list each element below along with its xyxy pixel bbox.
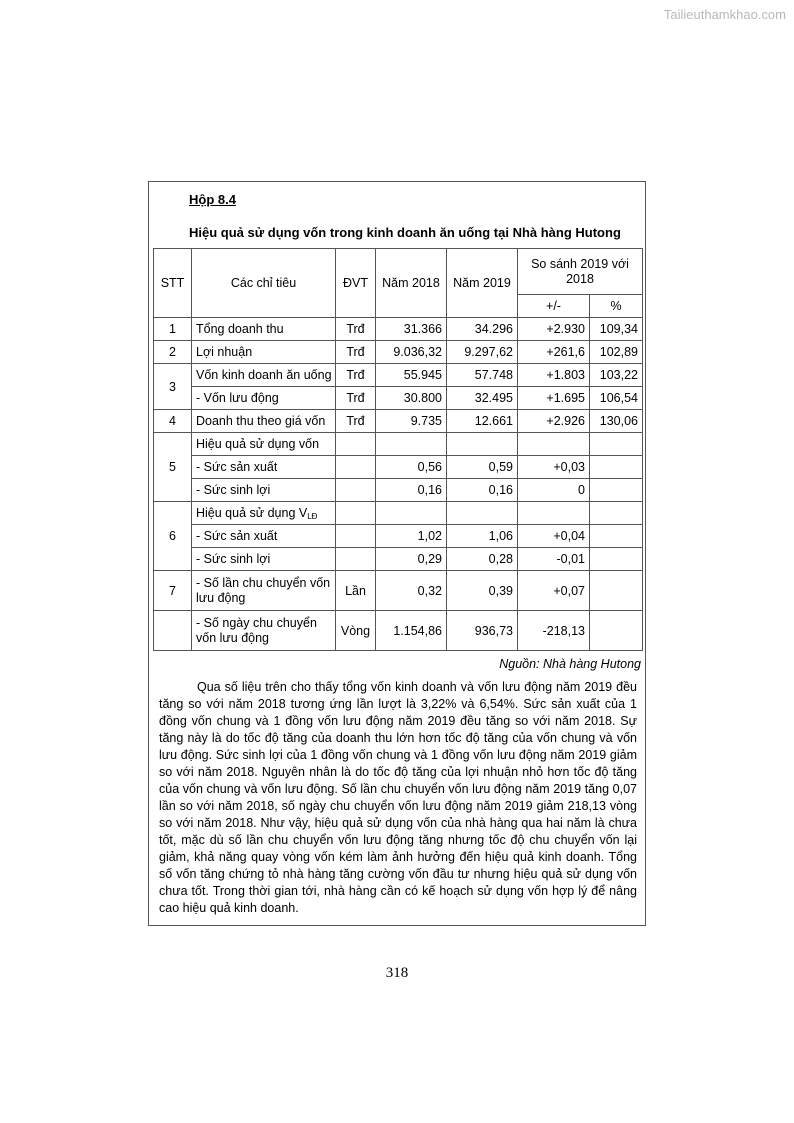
header-so-sanh: So sánh 2019 với 2018 bbox=[518, 249, 643, 295]
cell-diff: +2.930 bbox=[518, 318, 590, 341]
cell-diff bbox=[518, 502, 590, 525]
header-dvt: ĐVT bbox=[336, 249, 376, 318]
cell-label: Hiệu quả sử dụng vốn bbox=[192, 433, 336, 456]
header-stt: STT bbox=[154, 249, 192, 318]
cell-2019 bbox=[447, 502, 518, 525]
cell-stt: 3 bbox=[154, 364, 192, 410]
cell-2018 bbox=[376, 433, 447, 456]
table-row bbox=[154, 456, 643, 479]
cell-dvt bbox=[336, 433, 376, 456]
cell-diff: -218,13 bbox=[518, 611, 590, 651]
header-nam-2018: Năm 2018 bbox=[376, 249, 447, 318]
cell-2019: 1,06 bbox=[447, 525, 518, 548]
page-number: 318 bbox=[385, 965, 409, 981]
cell-2019: 34.296 bbox=[447, 318, 518, 341]
cell-diff: -0,01 bbox=[518, 548, 590, 571]
table-row bbox=[154, 387, 643, 410]
cell-2019: 32.495 bbox=[447, 387, 518, 410]
cell-stt: 7 bbox=[154, 571, 192, 611]
cell-2018: 1,02 bbox=[376, 525, 447, 548]
table-row bbox=[154, 341, 643, 364]
cell-dvt: Trđ bbox=[336, 341, 376, 364]
cell-dvt bbox=[336, 502, 376, 525]
cell-2018: 1.154,86 bbox=[376, 611, 447, 651]
cell-stt: 6 bbox=[154, 502, 192, 571]
box-subtitle: Hiệu quả sử dụng vốn trong kinh doanh ăn uống tại Nhà hàng Hutong bbox=[189, 225, 621, 240]
table-row bbox=[154, 410, 643, 433]
table-row bbox=[154, 525, 643, 548]
cell-2019: 0,39 bbox=[447, 571, 518, 611]
cell-diff: +1.695 bbox=[518, 387, 590, 410]
cell-label bbox=[192, 502, 336, 525]
cell-2018: 30.800 bbox=[376, 387, 447, 410]
cell-2018: 31.366 bbox=[376, 318, 447, 341]
cell-pct bbox=[590, 525, 643, 548]
cell-diff: +1.803 bbox=[518, 364, 590, 387]
cell-dvt: Trđ bbox=[336, 387, 376, 410]
box-title: Hộp 8.4 bbox=[189, 192, 236, 207]
cell-dvt: Vòng bbox=[336, 611, 376, 651]
cell-2018: 55.945 bbox=[376, 364, 447, 387]
cell-dvt: Trđ bbox=[336, 364, 376, 387]
cell-label: Lợi nhuận bbox=[192, 341, 336, 364]
cell-label: - Sức sản xuất bbox=[192, 525, 336, 548]
body-paragraph: Qua số liệu trên cho thấy tổng vốn kinh doanh và vốn lưu động năm 2019 đều tăng so với năm 2018 tương ứng lần lượt là 3,22% và 6,54%. Sức sản xuất của 1 đồng vốn chung và 1 đồng vốn lưu động năm 2019 đều tăng so với năm 2018. Sự tăng này là do tốc độ tăng của doanh thu lớn hơn tốc độ tăng của vốn chung và vốn lưu động. Sức sinh lợi của 1 đồng vốn chung và 1 đồng vốn lưu động năm 2019 giảm so với năm 2018. Nguyên nhân là do tốc độ tăng của lợi nhuận nhỏ hơn tốc độ tăng của vốn chung và vốn lưu động. Số lần chu chuyển vốn lưu động năm 2019 tăng 0,07 lần so với năm 2018, số ngày chu chuyển vốn lưu động năm 2019 giảm 218,13 vòng so với năm 2018. Như vậy, hiệu quả sử dụng vốn của nhà hàng qua hai năm là chưa tốt, mặc dù số lần chu chuyển vốn lưu động tăng nhưng tốc độ chu chuyển vốn lại giảm, khả năng quay vòng vốn kém làm ảnh hưởng đến hiệu quả kinh doanh. Tổng số vốn tăng chứng tỏ nhà hàng tăng cường vốn đầu tư nhưng hiệu quả sử dụng vốn chưa tốt. Trong thời gian tới, nhà hàng cần có kế hoạch sử dụng vốn hợp lý để nâng cao hiệu quả kinh doanh. bbox=[159, 680, 637, 915]
cell-label: - Sức sinh lợi bbox=[192, 479, 336, 502]
cell-stt: 2 bbox=[154, 341, 192, 364]
header-pct: % bbox=[590, 295, 643, 318]
cell-2019: 57.748 bbox=[447, 364, 518, 387]
cell-diff: +0,03 bbox=[518, 456, 590, 479]
watermark: Tailieuthamkhao.com bbox=[663, 7, 786, 22]
cell-diff: +0,04 bbox=[518, 525, 590, 548]
cell-2018: 0,29 bbox=[376, 548, 447, 571]
cell-2019: 936,73 bbox=[447, 611, 518, 651]
cell-2019: 9.297,62 bbox=[447, 341, 518, 364]
cell-dvt bbox=[336, 456, 376, 479]
cell-diff: +2.926 bbox=[518, 410, 590, 433]
cell-dvt bbox=[336, 548, 376, 571]
cell-label: Vốn kinh doanh ăn uống bbox=[192, 364, 336, 387]
cell-dvt bbox=[336, 479, 376, 502]
cell-label: - Số ngày chu chuyển vốn lưu động bbox=[192, 611, 336, 651]
cell-stt bbox=[154, 611, 192, 651]
cell-pct: 102,89 bbox=[590, 341, 643, 364]
cell-stt: 1 bbox=[154, 318, 192, 341]
cell-2018: 0,16 bbox=[376, 479, 447, 502]
cell-2018: 9.036,32 bbox=[376, 341, 447, 364]
table-row bbox=[154, 433, 643, 456]
header-chi-tieu: Các chỉ tiêu bbox=[192, 249, 336, 318]
cell-pct bbox=[590, 502, 643, 525]
header-nam-2019: Năm 2019 bbox=[447, 249, 518, 318]
cell-pct: 103,22 bbox=[590, 364, 643, 387]
cell-dvt: Trđ bbox=[336, 410, 376, 433]
cell-2019: 0,59 bbox=[447, 456, 518, 479]
cell-label-subscript: LĐ bbox=[307, 511, 318, 521]
cell-pct bbox=[590, 611, 643, 651]
cell-diff: +0,07 bbox=[518, 571, 590, 611]
table-row bbox=[154, 571, 643, 611]
table-row bbox=[154, 548, 643, 571]
text-box bbox=[148, 181, 646, 926]
table-row bbox=[154, 502, 643, 525]
cell-2018: 9.735 bbox=[376, 410, 447, 433]
cell-label: Tổng doanh thu bbox=[192, 318, 336, 341]
cell-dvt: Lần bbox=[336, 571, 376, 611]
cell-label-text: Hiệu quả sử dụng V bbox=[196, 505, 308, 520]
cell-label: - Vốn lưu động bbox=[192, 387, 336, 410]
cell-diff bbox=[518, 433, 590, 456]
cell-pct: 106,54 bbox=[590, 387, 643, 410]
cell-diff: +261,6 bbox=[518, 341, 590, 364]
cell-stt: 4 bbox=[154, 410, 192, 433]
cell-label: - Sức sản xuất bbox=[192, 456, 336, 479]
cell-pct bbox=[590, 548, 643, 571]
data-table bbox=[153, 248, 643, 651]
table-row bbox=[154, 364, 643, 387]
cell-dvt: Trđ bbox=[336, 318, 376, 341]
header-diff: +/- bbox=[518, 295, 590, 318]
source-note: Nguồn: Nhà hàng Hutong bbox=[499, 657, 641, 671]
cell-2018: 0,32 bbox=[376, 571, 447, 611]
cell-pct bbox=[590, 433, 643, 456]
cell-dvt bbox=[336, 525, 376, 548]
cell-pct bbox=[590, 456, 643, 479]
cell-pct: 109,34 bbox=[590, 318, 643, 341]
cell-2019 bbox=[447, 433, 518, 456]
cell-stt: 5 bbox=[154, 433, 192, 502]
table-row bbox=[154, 611, 643, 651]
cell-2019: 12.661 bbox=[447, 410, 518, 433]
cell-2019: 0,28 bbox=[447, 548, 518, 571]
cell-2018 bbox=[376, 502, 447, 525]
cell-2019: 0,16 bbox=[447, 479, 518, 502]
cell-pct: 130,06 bbox=[590, 410, 643, 433]
cell-pct bbox=[590, 479, 643, 502]
cell-2018: 0,56 bbox=[376, 456, 447, 479]
cell-label: - Số lần chu chuyển vốn lưu động bbox=[192, 571, 336, 611]
cell-label: - Sức sinh lợi bbox=[192, 548, 336, 571]
table-row bbox=[154, 479, 643, 502]
cell-pct bbox=[590, 571, 643, 611]
cell-diff: 0 bbox=[518, 479, 590, 502]
cell-label: Doanh thu theo giá vốn bbox=[192, 410, 336, 433]
table-row bbox=[154, 318, 643, 341]
